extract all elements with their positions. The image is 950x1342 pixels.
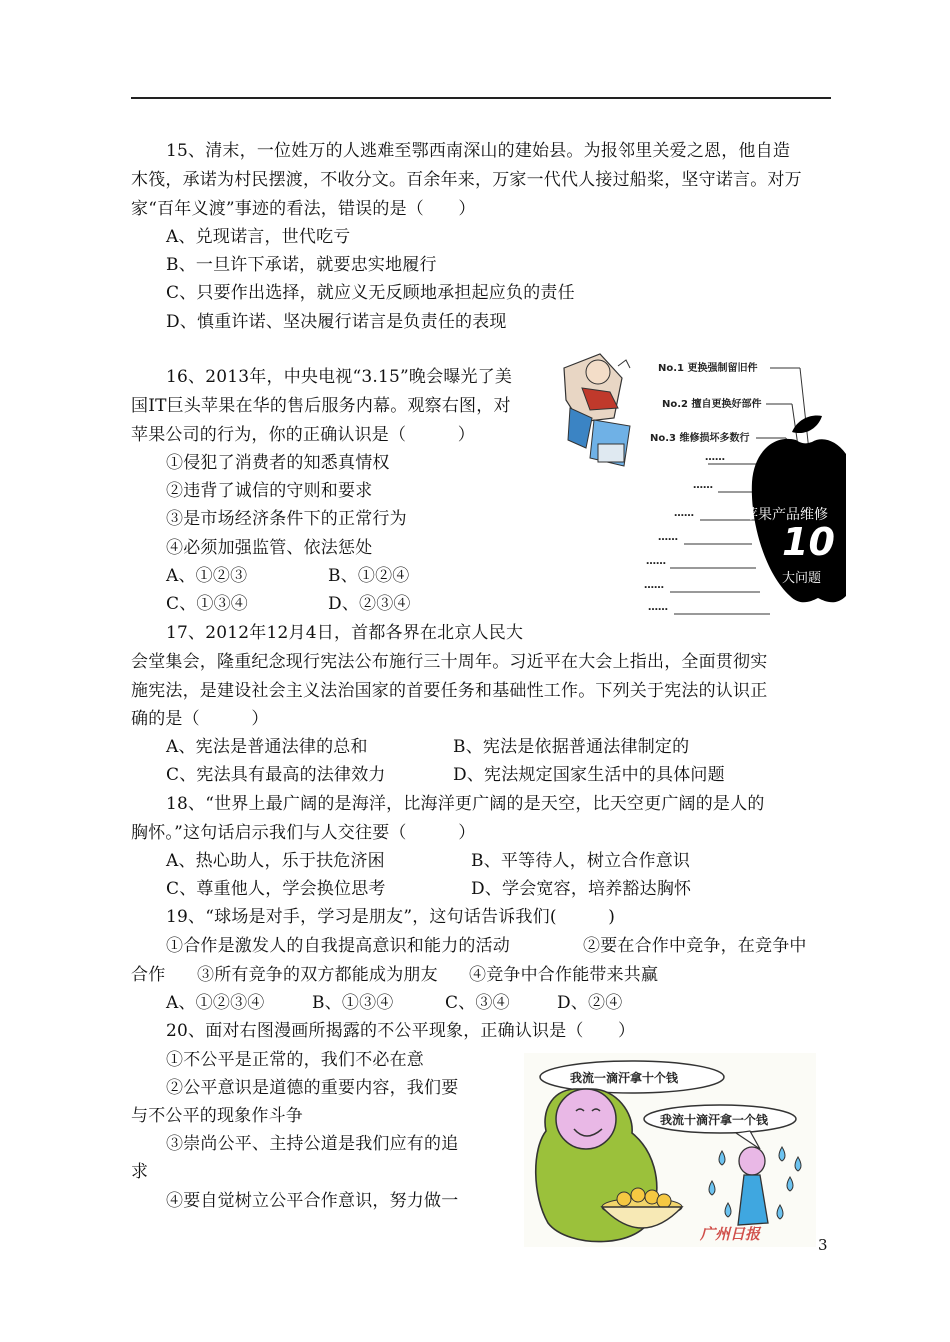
q20-line: 与不公平的现象作斗争 bbox=[131, 1106, 303, 1126]
apple-repair-figure bbox=[560, 348, 846, 630]
q16-statement: ④必须加强监管、依法惩处 bbox=[166, 538, 373, 558]
q17-option-b: B、宪法是依据普通法律制定的 bbox=[453, 737, 690, 757]
q20-line: 求 bbox=[131, 1162, 149, 1182]
callout-3: No.3 维修损坏多数行 bbox=[650, 433, 750, 444]
callout-dots: …… bbox=[644, 580, 664, 591]
q16-option-a: A、①②③ bbox=[166, 566, 248, 586]
q19-option-d: D、②④ bbox=[557, 993, 623, 1013]
callout-dots: …… bbox=[693, 480, 713, 491]
q15-line: 木筏，承诺为村民摆渡，不收分文。百余年来，万家一代代人接过船桨，坚守诺言。对万 bbox=[131, 170, 802, 190]
q16-statement: ②违背了诚信的守则和要求 bbox=[166, 481, 373, 501]
q20-statement: ①不公平是正常的，我们不必在意 bbox=[166, 1050, 424, 1070]
q20-statement: ④要自觉树立公平合作意识，努力做一 bbox=[166, 1191, 459, 1211]
q18-line: 18、“世界上最广阔的是海洋，比海洋更广阔的是天空，比天空更广阔的是人的 bbox=[166, 794, 765, 814]
q17-option-d: D、宪法规定国家生活中的具体问题 bbox=[453, 765, 725, 785]
callout-dots: …… bbox=[705, 452, 725, 463]
q17-option-a: A、宪法是普通法律的总和 bbox=[166, 737, 368, 757]
callout-dots: …… bbox=[674, 508, 694, 519]
apple-title: 苹果产品维修 bbox=[744, 507, 828, 523]
q15-option-b: B、一旦许下承诺，就要忠实地履行 bbox=[166, 255, 437, 275]
q20-statement: ②公平意识是道德的重要内容，我们要 bbox=[166, 1078, 459, 1098]
q18-option-b: B、平等待人，树立合作意识 bbox=[471, 851, 691, 871]
callout-dots: …… bbox=[646, 556, 666, 567]
q17-line: 确的是（ ） bbox=[131, 709, 269, 729]
q15-line: 15、清末，一位姓万的人逃难至鄂西南深山的建始县。为报邻里关爱之恩，他自造 bbox=[166, 141, 791, 161]
q15-option-c: C、只要作出选择，就应义无反顾地承担起应负的责任 bbox=[166, 283, 575, 303]
q19-option-b: B、①③④ bbox=[312, 993, 394, 1013]
q19-statement: ④竞争中合作能带来共赢 bbox=[469, 965, 659, 985]
q19-statement: ③所有竞争的双方都能成为朋友 bbox=[197, 965, 438, 985]
q20-statement: ③崇尚公平、主持公道是我们应有的追 bbox=[166, 1134, 459, 1154]
page-number: 3 bbox=[818, 1236, 828, 1254]
q16-line: 国IT巨头苹果在华的售后服务内幕。观察右图，对 bbox=[131, 396, 511, 416]
bubble-small-text: 我流十滴汗拿一个钱 bbox=[660, 1113, 769, 1127]
q15-option-d: D、慎重许诺、坚决履行诺言是负责任的表现 bbox=[166, 312, 507, 332]
q19-option-a: A、①②③④ bbox=[166, 993, 265, 1013]
q15-line: 家“百年义渡”事迹的看法，错误的是（ ） bbox=[131, 199, 476, 219]
apple-big-number: 10 bbox=[782, 520, 835, 564]
q19-statement: ②要在合作中竞争，在竞争中 bbox=[583, 936, 807, 956]
q18-option-a: A、热心助人，乐于扶危济困 bbox=[166, 851, 385, 871]
q19-option-c: C、③④ bbox=[445, 993, 510, 1013]
q16-line: 16、2013年，中央电视“3.15”晚会曝光了美 bbox=[166, 367, 513, 387]
q19-line: 合作 bbox=[131, 965, 166, 985]
apple-subtitle: 大问题 bbox=[782, 571, 822, 586]
q15-option-a: A、兑现诺言，世代吃亏 bbox=[166, 227, 351, 247]
q17-line: 会堂集会，隆重纪念现行宪法公布施行三十周年。习近平在大会上指出，全面贯彻实 bbox=[131, 652, 768, 672]
newspaper-watermark: 广州日报 bbox=[700, 1225, 761, 1243]
q20-line: 20、面对右图漫画所揭露的不公平现象，正确认识是（ ） bbox=[166, 1021, 636, 1041]
q16-option-d: D、②③④ bbox=[328, 594, 411, 614]
q18-line: 胸怀。”这句话启示我们与人交往要（ ） bbox=[131, 823, 476, 843]
callout-1: No.1 更换强制留旧件 bbox=[658, 363, 758, 374]
q16-statement: ①侵犯了消费者的知悉真情权 bbox=[166, 453, 390, 473]
q17-line: 17、2012年12月4日，首都各界在北京人民大 bbox=[166, 623, 524, 643]
q16-option-b: B、①②④ bbox=[328, 566, 410, 586]
q16-statement: ③是市场经济条件下的正常行为 bbox=[166, 509, 407, 529]
q18-option-d: D、学会宽容，培养豁达胸怀 bbox=[471, 879, 692, 899]
header-rule bbox=[131, 97, 831, 99]
callout-dots: …… bbox=[658, 532, 678, 543]
q16-option-c: C、①③④ bbox=[166, 594, 249, 614]
callout-dots: …… bbox=[648, 602, 668, 613]
q19-statement: ①合作是激发人的自我提高意识和能力的活动 bbox=[166, 936, 510, 956]
q17-option-c: C、宪法具有最高的法律效力 bbox=[166, 765, 386, 785]
callout-2: No.2 擅自更换好部件 bbox=[662, 399, 762, 410]
q16-line: 苹果公司的行为，你的正确认识是（ ） bbox=[131, 425, 475, 445]
q17-line: 施宪法，是建设社会主义法治国家的首要任务和基础性工作。下列关于宪法的认识正 bbox=[131, 681, 768, 701]
q18-option-c: C、尊重他人，学会换位思考 bbox=[166, 879, 386, 899]
q19-line: 19、“球场是对手，学习是朋友”，这句话告诉我们( ) bbox=[166, 907, 616, 927]
bubble-big-text: 我流一滴汗拿十个钱 bbox=[570, 1071, 679, 1085]
unfairness-cartoon bbox=[524, 1053, 816, 1247]
